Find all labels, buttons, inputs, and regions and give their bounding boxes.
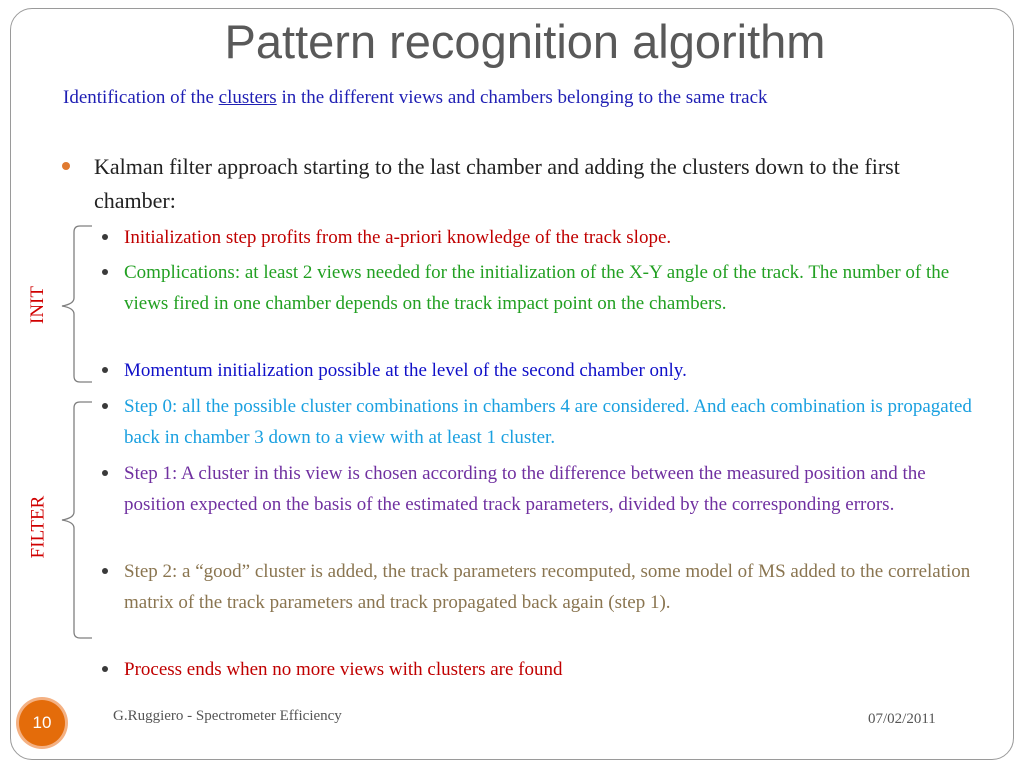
footer-date: 07/02/2011 [868, 711, 936, 727]
sub-bullet-text: Momentum initialization possible at the level of the second chamber only. [124, 360, 687, 381]
sub-bullet-text: Step 2: a “good” cluster is added, the track parameters recomputed, some model of MS added to the correlation matrix of the track parameters and track propagated back again (step 1). [124, 561, 971, 613]
filter-label: FILTER [27, 495, 49, 559]
brackets [0, 0, 110, 768]
sub-bullet-text: Step 1: A cluster in this view is chosen according to the difference between the measured position and the position expected on the basis of the estimated track parameters, divided by the corresponding errors. [124, 463, 926, 515]
sub-bullet-init-1 [100, 222, 990, 253]
slide-subtitle [63, 87, 768, 109]
init-label: INIT [26, 286, 48, 324]
subtitle-after: in the different views and chambers belonging to the same track [276, 87, 768, 108]
sub-bullet-filter-2 [100, 556, 990, 618]
main-bullet-text: Kalman filter approach starting to the last chamber and adding the clusters down to the first chamber: [94, 154, 900, 213]
subtitle-before: Identification of the [63, 87, 219, 108]
slide-title: Pattern recognition algorithm [224, 15, 826, 68]
sub-bullet-text: Initialization step profits from the a-priori knowledge of the track slope. [124, 227, 672, 248]
clusters-link[interactable]: clusters [218, 87, 277, 108]
filter-bracket [62, 402, 92, 638]
main-bullet [62, 150, 962, 218]
sub-bullet-filter-0 [100, 391, 990, 453]
sub-bullet-filter-1 [100, 458, 990, 520]
sub-bullet-text: Complications: at least 2 views needed for the initialization of the X-Y angle of the track. The number of the views fired in one chamber depends on the track impact point on the chambers. [124, 262, 950, 314]
sub-bullet-end [100, 654, 990, 685]
sub-bullet-init-2 [100, 257, 990, 319]
init-bracket [62, 226, 92, 382]
sub-bullet-init-3 [100, 355, 990, 386]
footer-author: G.Ruggiero - Spectrometer Efficiency [113, 708, 342, 724]
sub-bullet-text: Step 0: all the possible cluster combinations in chambers 4 are considered. And each combination is propagated back in chamber 3 down to a view with at least 1 cluster. [124, 396, 972, 448]
slide-number-badge: 10 [19, 700, 65, 746]
sub-bullet-text: Process ends when no more views with clusters are found [124, 659, 563, 680]
